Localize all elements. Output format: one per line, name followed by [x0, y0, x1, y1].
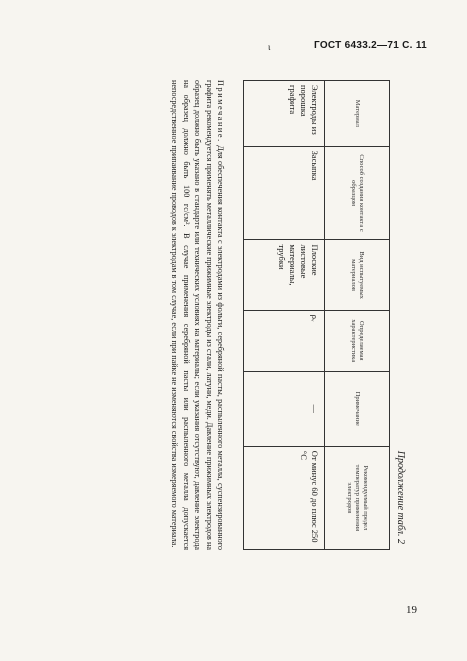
column-header: Примечание	[325, 371, 390, 446]
table-row	[244, 81, 325, 550]
page-number: 19	[406, 604, 417, 616]
note-text: Для обеспечения контакта с электродами из фольги, серебряной пасты, распыленного металла, суспензированного графита рекомендуется применять металлические прижимные электроды из стали, латуни, меди. Давление прижимных электродов на образец должно быть указано в стандарте или технических условиях на материалы; если указания отсутствуют, давление электрода на образец должно быть 100 гс/см². В случае применения серебряной пасты или распыленного металла допускается непосредственное припаивание проводов к электродам в том случае, если при пайке не изменяются свойства измеряемого материала.	[170, 80, 225, 551]
column-header: Определяемая характеристика	[325, 310, 390, 371]
document-reference: ГОСТ 6433.2—71 С. 11	[313, 40, 427, 51]
column-header: Материал	[325, 81, 390, 147]
table-header-row	[325, 81, 390, 550]
column-header: Вид испытуемых материалов	[325, 240, 390, 310]
table-cell: Электроды из порошка графита	[244, 81, 325, 147]
table-caption: Продолжение табл. 2	[395, 450, 406, 544]
table-cell: —	[244, 371, 325, 446]
column-header: Способ создания контакта с образцом	[325, 146, 390, 240]
column-header: Рекомендуемый предел температур применения электродов	[325, 446, 390, 549]
table-cell: От минус 60 до плюс 250 °С	[244, 446, 325, 549]
rotated-content	[86, 80, 406, 550]
table-cell: ρᵥ	[244, 310, 325, 371]
margin-mark: ι	[268, 42, 271, 52]
table-cell: Плоские листовые материалы, трубки	[244, 240, 325, 310]
table-note	[169, 80, 226, 550]
data-table	[243, 80, 390, 550]
table-cell: Засыпка	[244, 146, 325, 240]
note-lead: Примечание.	[216, 80, 225, 143]
